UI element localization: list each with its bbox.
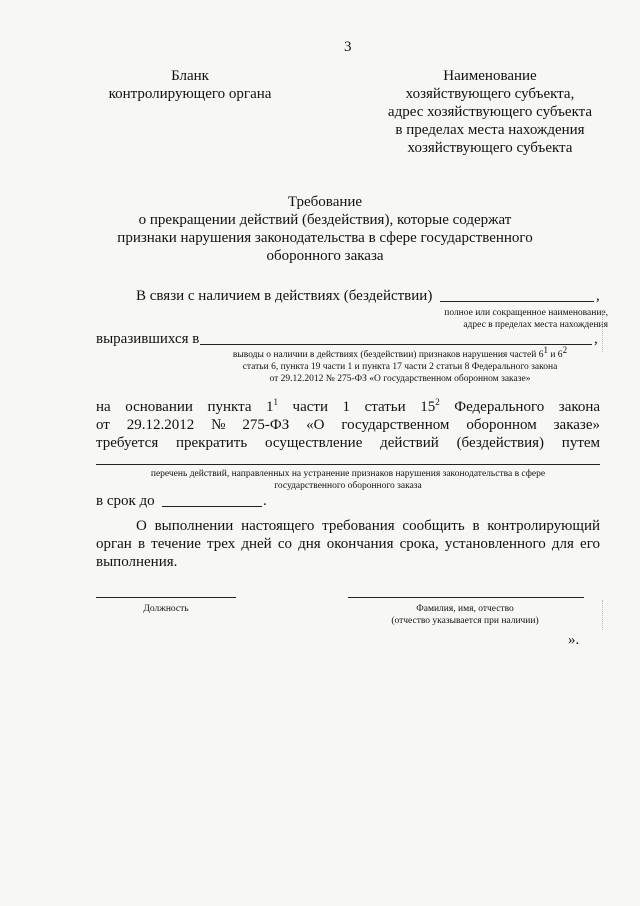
- word: путем: [561, 435, 601, 451]
- para3: [96, 398, 600, 452]
- hint-sup: 1: [543, 344, 548, 355]
- hint-text: и 6: [547, 350, 563, 360]
- title-line: оборонного заказа: [266, 248, 384, 264]
- closing-quote: ».: [568, 632, 580, 648]
- para4-line: орган в течение трех дней со дня окончания срока, установленного для его: [96, 536, 600, 552]
- position-label: Должность: [143, 604, 189, 614]
- scan-artifact: [602, 600, 603, 630]
- word: 1: [342, 399, 351, 415]
- word: основании: [125, 399, 193, 415]
- hint-line: статьи 6, пункта 19 части 1 и пункта 17 части 2 статьи 8 Федерального закона: [242, 362, 558, 372]
- name-line: [348, 597, 584, 598]
- para1-hint: [380, 307, 608, 331]
- word: от: [96, 417, 110, 433]
- word: заказе»: [553, 417, 601, 433]
- para4-line: выполнения.: [96, 554, 178, 570]
- para3-line: [96, 434, 600, 452]
- hint-line: адрес в пределах места нахождения: [463, 320, 608, 330]
- para1-comma: ,: [596, 288, 600, 304]
- word: государственном: [341, 417, 450, 433]
- para2-fill-line: [200, 344, 592, 345]
- word: статьи: [364, 399, 406, 415]
- position-line: [96, 597, 236, 598]
- header-right-line: Наименование: [443, 68, 537, 84]
- hint-text: выводы о наличии в действиях (бездействии) признаков нарушения частей 6: [232, 350, 544, 360]
- hint-line: перечень действий, направленных на устранение признаков нарушения законодательства в сфере: [150, 469, 546, 479]
- name-note: (отчество указывается при наличии): [391, 616, 539, 626]
- para4: [96, 517, 600, 571]
- header-right-line: адрес хозяйствующего субъекта: [387, 104, 593, 120]
- hint-line: государственного оборонного заказа: [274, 481, 422, 491]
- deadline-end: .: [263, 493, 267, 509]
- document-title: [80, 193, 570, 265]
- header-right-line: хозяйствующего субъекта,: [405, 86, 575, 102]
- header-right-line: в пределах места нахождения: [395, 122, 585, 138]
- word: требуется: [96, 435, 159, 451]
- hint-line: [190, 344, 610, 361]
- word: «О: [306, 417, 325, 433]
- para3-fill-line: [96, 464, 600, 465]
- header-left-line: Бланк: [171, 68, 209, 84]
- hint-line: полное или сокращенное наименование,: [444, 308, 608, 318]
- deadline-text: в срок до: [96, 493, 155, 509]
- word: оборонном: [466, 417, 537, 433]
- word: 275-ФЗ: [242, 417, 290, 433]
- word-part: 1: [266, 399, 274, 415]
- word: №: [211, 417, 226, 433]
- word: закона: [558, 399, 601, 415]
- para1-text: В связи с наличием в действиях (бездействии): [136, 288, 433, 304]
- page-number: 3: [344, 39, 352, 55]
- word: части: [292, 399, 328, 415]
- para3-line: [96, 416, 600, 434]
- word-part: 15: [420, 399, 436, 415]
- name-label: Фамилия, имя, отчество: [416, 604, 514, 614]
- word: [420, 398, 440, 416]
- word: осуществление: [264, 435, 363, 451]
- para2-comma: ,: [594, 331, 598, 347]
- superscript: 2: [435, 397, 440, 407]
- para1-fill-line: [440, 301, 594, 302]
- word: прекратить: [175, 435, 248, 451]
- hint-line: от 29.12.2012 № 275-ФЗ «О государственном оборонном заказе»: [269, 374, 531, 384]
- para2-hint: [190, 344, 610, 385]
- hint-sup: 2: [562, 344, 568, 355]
- header-left: [90, 67, 290, 103]
- word: [266, 398, 278, 416]
- header-right: [370, 67, 610, 157]
- para2-text: выразившихся в: [96, 331, 200, 347]
- title-line: о прекращении действий (бездействия), которые содержат: [138, 212, 512, 228]
- deadline-fill-line: [162, 506, 262, 507]
- word: (бездействия): [456, 435, 545, 451]
- word: на: [96, 399, 111, 415]
- title-line: Требование: [287, 194, 363, 210]
- title-line: признаки нарушения законодательства в сфере государственного: [117, 230, 533, 246]
- para3-line: [96, 398, 600, 416]
- word: 29.12.2012: [126, 417, 195, 433]
- para4-line: О выполнении настоящего требования сообщить в контролирующий: [136, 518, 600, 534]
- word: пункта: [207, 399, 252, 415]
- word: действий: [380, 435, 439, 451]
- scan-artifact: [602, 312, 603, 352]
- header-left-line: контролирующего органа: [108, 86, 272, 102]
- para3-hint: [96, 468, 600, 492]
- superscript: 1: [273, 397, 279, 407]
- header-right-line: хозяйствующего субъекта: [407, 140, 573, 156]
- word: Федерального: [454, 399, 545, 415]
